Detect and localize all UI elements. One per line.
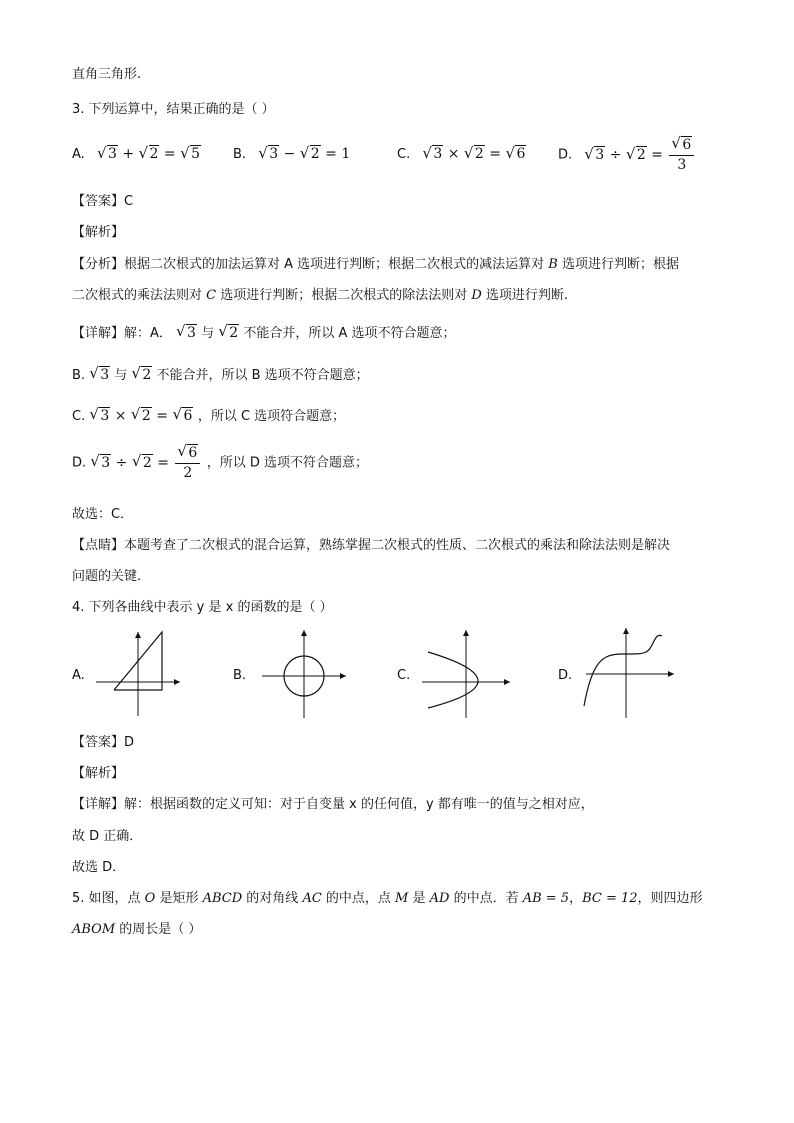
q3-detail-b: B. √ 3 与 √ 2 不能合并，所以 B 选项不符合题意； [72,364,369,383]
q4-label-b: B. [233,668,247,683]
q4-choose: 故选 D． [72,860,126,875]
q3-dianjing-line-1: 【点睛】本题考查了二次根式的混合运算，熟练掌握二次根式的性质、二次根式的乘法和除法法则是解决 [72,538,671,553]
q4-conclude: 故 D 正确． [72,829,143,844]
question-4-title: 4. 下列各曲线中表示 y 是 x 的函数的是（ ） [72,600,333,615]
q3-analysis-heading: 【解析】 [72,225,125,240]
graph-d [582,622,682,720]
q4-label-c: C. [397,668,411,683]
question-3-title: 3. 下列运算中，结果正确的是（ ） [72,102,275,117]
graph-c [418,624,518,720]
graph-b [256,624,356,720]
q3-answer: 【答案】C [72,194,134,209]
graph-a [92,624,192,720]
q3-detail-a: 【详解】解：A． √ 3 与 √ 2 不能合并，所以 A 选项不符合题意； [72,322,456,341]
q3-option-b: B. √ 3 − √ 2 = 1 [233,144,351,162]
q4-label-d: D. [558,668,573,683]
q4-answer: 【答案】D [72,735,135,750]
q4-label-a: A. [72,668,85,683]
q3-dianjing-line-2: 问题的关键． [72,569,151,584]
q3-fenxi-line-1: 【分析】根据二次根式的加法运算对 A 选项进行判断；根据二次根式的减法运算对 B 选项进行判断；根据 [72,257,679,272]
q3-option-c: C. √ 3 × √ 2 = √ 6 [397,144,526,162]
question-5-line-2: ABOM 的周长是（ ） [72,922,202,937]
q4-detail: 【详解】解：根据函数的定义可知：对于自变量 x 的任何值，y 都有唯一的值与之相对应， [72,797,594,812]
question-5-line-1: 5. 如图，点 O 是矩形 ABCD 的对角线 AC 的中点，点 M 是 AD 的中点．若 AB = 5，BC = 12，则四边形 [72,891,703,906]
q3-detail-d: D. √ 3 ÷ √ 2 = √ 6 2 ，所以 D 选项不符合题意； [72,442,369,481]
q3-detail-c: C. √ 3 × √ 2 = √ 6 ，所以 C 选项符合题意； [72,405,346,424]
q3-option-a: A. √ 3 + √ 2 = √ 5 [72,144,200,162]
q3-choose: 故选：C． [72,507,134,522]
q4-analysis-heading: 【解析】 [72,766,125,781]
text-line: 直角三角形. [72,67,142,82]
q3-fenxi-line-2: 二次根式的乘法法则对 C 选项进行判断；根据二次根式的除法法则对 D 选项进行判断. [72,288,569,303]
q3-option-d: D. √ 3 ÷ √ 2 = √ 6 3 [558,135,696,174]
